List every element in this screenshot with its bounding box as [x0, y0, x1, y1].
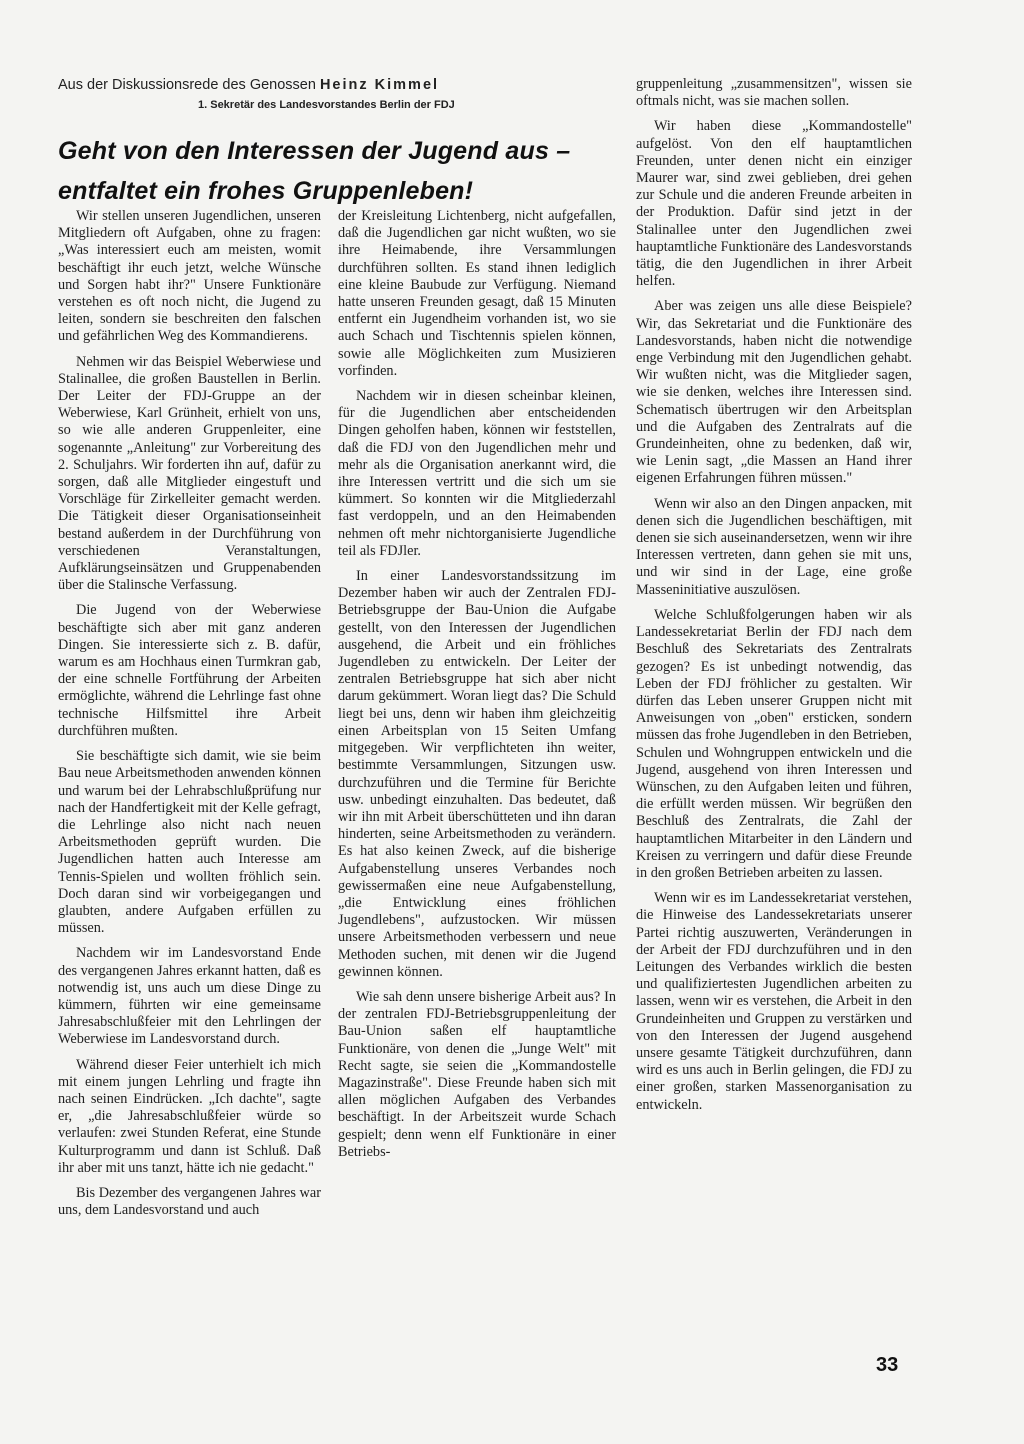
paragraph: Wir stellen unseren Jugendlichen, unseren Mitgliedern oft Aufgaben, ohne zu fragen: „Was interessiert euch am meisten, womit beschäftigt ihr euch jetzt, welche Wünsche und Sorgen habt ihr?" Unsere Funktionäre verstehen es oft noch nicht, die Jugend zu leiten, sondern sie beschreiten den falschen und gefährlichen Weg des Kommandierens. [58, 208, 321, 345]
paragraph: Wenn wir es im Landessekretariat verstehen, die Hinweise des Landessekretariats unserer Partei richtig auszuwerten, Veränderungen in der Arbeit der FDJ durchzuführen und in den Leitungen des Verbandes wirklich die besten und qualifiziertesten Jugendlichen arbeiten zu lassen, wenn wir es verstehen, die Arbeit in den Grundeinheiten und Gruppen zu verstärken und von den Interessen der Jugend ausgehend unsere gesamte Tätigkeit durchzuführen, dann wird es uns auch in Berlin gelingen, die FDJ zu einer großen, starken Massenorganisation zu entwickeln. [636, 890, 912, 1113]
paragraph: Wie sah denn unsere bisherige Arbeit aus? In der zentralen FDJ-Betriebsgruppenleitung der Bau-Union saßen elf hauptamtliche Funktionäre, von denen die „Junge Welt" mit Recht sagte, sie seien die „Kommandostelle Magazinstraße". Diese Freunde haben sich mit allen möglichen Aufgaben des Verbandes beschäftigt. In der Arbeitszeit wurde Schach gespielt; denn wenn elf Funktionäre in einer Betriebs- [338, 988, 616, 1160]
paragraph: Sie beschäftigte sich damit, wie sie beim Bau neue Arbeitsmethoden anwenden können und warum bei der Lehrabschlußprüfung nur nach der Handfertigkeit mit der Kelle gefragt, die Lehrlinge also nicht nach neuen Arbeitsmethoden geprüft wurden. Die Jugendlichen hatten auch Interesse am Tennis-Spielen und wollten fröhlich sein. Doch daran sind wir vorbeigegangen und glaubten, andere Aufgaben erfüllen zu müssen. [58, 748, 321, 937]
paragraph: Welche Schlußfolgerungen haben wir als Landessekretariat Berlin der FDJ nach dem Beschluß des Sekretariats des Zentralrats gezogen? Es ist unbedingt notwendig, das Leben der FDJ fröhlicher zu gestalten. Wir dürfen das Leben unserer Gruppen nicht mit Anweisungen von „oben" ersticken, sondern müssen das frohe Jugendleben in den Betrieben, Schulen und Wohngruppen entwickeln und die Jugend, ausgehend von ihren Interessen und Wünschen, zu den Aufgaben leiten und führen, die erfüllt werden müssen. Wir begrüßen den Beschluß des Zentralrats, die Zahl der hauptamtlichen Mitarbeiter in den Ländern und Kreisen zu verringern und dafür diese Freunde in den großen Betrieben arbeiten zu lassen. [636, 606, 912, 881]
paragraph: Wir haben diese „Kommandostelle" aufgelöst. Von den elf hauptamtlichen Freunden, unter denen nicht ein einziger Maurer war, sind zwei geblieben, drei gehen zur Schule und die anderen Freunde arbeiten in der Produktion. Dafür sind jetzt in der Stalinallee unter den Jugendlichen zwei hauptamtliche Funktionäre des Landesvorstands tätig, die den Jugendlichen in ihrer Arbeit helfen. [636, 118, 912, 290]
speaker-name: Heinz Kimmel [319, 77, 440, 93]
intro-line [58, 76, 618, 94]
headline-line-2: entfaltet ein frohes Gruppenleben! [58, 177, 474, 205]
paragraph-continued: der Kreisleitung Lichtenberg, nicht aufgefallen, daß die Jugendlichen gar nicht wußten, wo sie ihre Heimabende, ihre Versammlungen durchführen sollten. Es stand ihnen lediglich eine kleine Baubude zur Verfügung. Niemand hatte unseren Freunden gesagt, daß 15 Minuten entfernt ein Jugendheim vorhanden ist, wo sie auch Schach und Tischtennis spielen können, sowie alle Möglichkeiten zum Musizieren vorfinden. [338, 208, 616, 379]
page-number: 33 [876, 1354, 899, 1376]
paragraph: Die Jugend von der Weberwiese beschäftigte sich aber mit ganz anderen Dingen. Sie interessierte sich z. B. dafür, warum es am Hochhaus einen Turmkran gab, der eine schnelle Fortführung der Arbeiten ermöglichte, während die Lehrlinge fast ohne technische Hilfsmittel ihre Arbeit durchführen mußten. [58, 602, 321, 739]
speaker-title: 1. Sekretär des Landesvorstandes Berlin der FDJ [198, 99, 455, 111]
text-column-1 [58, 208, 321, 1227]
article-headline [58, 131, 618, 211]
paragraph: Wenn wir also an den Dingen anpacken, mit denen sich die Jugendlichen beschäftigen, mit denen sie sich auseinandersetzen, wenn wir ihre Interessen vertreten, dann gehen sie mit uns, und wir sind in der Lage, eine große Masseninitiative auszulösen. [636, 495, 912, 598]
headline-line-1: Geht von den Interessen der Jugend aus – [58, 137, 571, 165]
paragraph: Nehmen wir das Beispiel Weberwiese und Stalinallee, die großen Baustellen in Berlin. Der Leiter der FDJ-Gruppe an der Weberwiese, Karl Grünheit, erhielt von uns, so wie alle anderen Gruppenleiter, eine sogenannte „Anleitung" zur Vorbereitung des 2. Schuljahrs. Wir forderten ihn auf, dafür zu sorgen, daß alle Mitglieder eingestuft und Vorschläge für Zirkelleiter gemacht werden. Die Tätigkeit dieser Organisationseinheit bestand außerdem in der Durchführung von verschiedenen Veranstaltungen, Aufklärungseinsätzen und Gruppenabenden über die Stalinsche Verfassung. [58, 353, 321, 594]
paragraph: Bis Dezember des vergangenen Jahres war uns, dem Landesvorstand und auch [58, 1184, 321, 1219]
paragraph: Aber was zeigen uns alle diese Beispiele? Wir, das Sekretariat und die Funktionäre des Landesvorstands, haben nicht die notwendige enge Verbindung mit den Jugendlichen gehabt. Wir wußten nicht, was die Mitglieder sagen, wie sie denken, welches ihre Interessen sind. Schematisch übertrugen wir den Arbeitsplan und die Aufgaben des Zentralrats auf die Grundeinheiten, ohne zu bedenken, daß wir, wie Lenin sagt, „die Massen an Hand ihrer eigenen Erfahrungen führen müssen." [636, 298, 912, 487]
paragraph: In einer Landesvorstandssitzung im Dezember haben wir auch der Zentralen FDJ-Betriebsgruppe der Bau-Union die Aufgabe gestellt, von den Interessen der Jugendlichen ausgehend, die Arbeit und ein fröhliches Jugendleben zu entwickeln. Der Leiter der zentralen Betriebsgruppe hat sich aber nicht darum gekümmert. Woran liegt das? Die Schuld liegt bei uns, denn wir haben ihm gleichzeitig einen Arbeitsplan von 15 Seiten Umfang mitgegeben. Wir verpflichteten ihn weiter, bestimmte Versammlungen, Sitzungen usw. durchzuführen und die Termine für Berichte usw. unbedingt einzuhalten. Das bedeutet, daß wir ihn mit Arbeit überschütteten und ihn daran hinderten, seine Arbeitsmethoden zu verändern. Es hat also keinen Zweck, auf die bisherige Aufgabenstellung unseres Verbandes noch gewissermaßen eine neue Aufgabenstellung, „die Entwicklung eines fröhlichen Jugendlebens", aufzustocken. Wir müssen unsere Arbeitsmethoden verbessern und neue Methoden suchen, mit denen wir die Jugend gewinnen können. [338, 568, 616, 980]
intro-prefix: Aus der Diskussionsrede des Genossen [58, 77, 316, 93]
text-column-3 [636, 76, 912, 1122]
paragraph-continued: gruppenleitung „zusammensitzen", wissen sie oftmals nicht, was sie machen sollen. [636, 76, 912, 110]
paragraph: Während dieser Feier unterhielt ich mich mit einem jungen Lehrling und fragte ihn nach seinen Eindrücken. „Ich dachte", sagte er, „die Jahresabschlußfeier würde so verlaufen: zwei Stunden Referat, eine Stunde Kulturprogramm und dann ist Schluß. Daß ihr aber mit uns tanzt, hätte ich nie gedacht." [58, 1056, 321, 1176]
text-column-2 [338, 208, 616, 1169]
paragraph: Nachdem wir im Landesvorstand Ende des vergangenen Jahres erkannt hatten, daß es notwendig ist, uns auch um diese Dinge zu kümmern, führten wir eine gemeinsame Jahresabschlußfeier mit den Lehrlingen der Weberwiese im Landesvorstand durch. [58, 945, 321, 1048]
paragraph: Nachdem wir in diesen scheinbar kleinen, für die Jugendlichen aber entscheidenden Dingen geholfen haben, können wir feststellen, daß die FDJ von den Jugendlichen mehr und mehr als die Organisation anerkannt wird, die ihre Interessen vertritt und die sich um sie kümmert. So konnten wir die Mitgliederzahl fast verdoppeln, und an den Heimabenden nehmen oft mehr nichtorganisierte Jugendliche teil als FDJler. [338, 388, 616, 559]
